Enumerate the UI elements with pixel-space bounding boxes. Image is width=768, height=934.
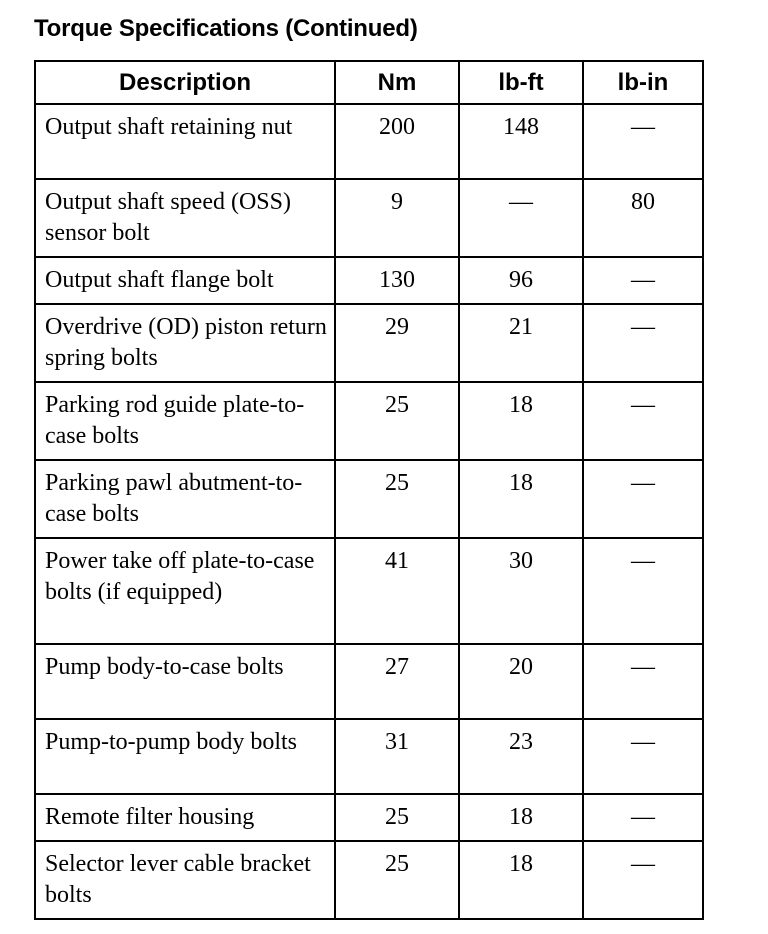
lb-ft-cell: 148 xyxy=(459,104,583,179)
lb-ft-cell: 18 xyxy=(459,841,583,919)
nm-cell: 25 xyxy=(335,794,459,841)
description-cell: Power take off plate-to-case bolts (if equipped) xyxy=(35,538,335,644)
description-cell: Output shaft retaining nut xyxy=(35,104,335,179)
lb-in-cell: 80 xyxy=(583,179,703,257)
lb-in-cell: — xyxy=(583,841,703,919)
table-row xyxy=(35,382,703,460)
nm-cell: 27 xyxy=(335,644,459,719)
description-cell: Pump body-to-case bolts xyxy=(35,644,335,719)
lb-in-cell: — xyxy=(583,257,703,304)
lb-in-cell: — xyxy=(583,794,703,841)
table-row xyxy=(35,719,703,794)
table-row xyxy=(35,794,703,841)
table-header-row xyxy=(35,61,703,104)
lb-ft-cell: 96 xyxy=(459,257,583,304)
table-row xyxy=(35,304,703,382)
lb-ft-cell: 18 xyxy=(459,794,583,841)
lb-ft-cell: — xyxy=(459,179,583,257)
table-row xyxy=(35,841,703,919)
column-header-lb-in: lb-in xyxy=(583,61,703,104)
lb-in-cell: — xyxy=(583,644,703,719)
description-cell: Output shaft speed (OSS) sensor bolt xyxy=(35,179,335,257)
description-cell: Selector lever cable bracket bolts xyxy=(35,841,335,919)
nm-cell: 29 xyxy=(335,304,459,382)
description-cell: Parking rod guide plate-to-case bolts xyxy=(35,382,335,460)
page-title: Torque Specifications (Continued) xyxy=(34,15,418,42)
lb-ft-cell: 20 xyxy=(459,644,583,719)
table-row xyxy=(35,257,703,304)
nm-cell: 25 xyxy=(335,382,459,460)
description-cell: Pump-to-pump body bolts xyxy=(35,719,335,794)
lb-in-cell: — xyxy=(583,538,703,644)
table-row xyxy=(35,460,703,538)
nm-cell: 25 xyxy=(335,841,459,919)
lb-ft-cell: 18 xyxy=(459,460,583,538)
lb-in-cell: — xyxy=(583,304,703,382)
nm-cell: 130 xyxy=(335,257,459,304)
description-cell: Parking pawl abutment-to-case bolts xyxy=(35,460,335,538)
nm-cell: 31 xyxy=(335,719,459,794)
lb-ft-cell: 18 xyxy=(459,382,583,460)
table-row xyxy=(35,644,703,719)
description-cell: Remote filter housing xyxy=(35,794,335,841)
description-cell: Output shaft flange bolt xyxy=(35,257,335,304)
nm-cell: 25 xyxy=(335,460,459,538)
lb-in-cell: — xyxy=(583,382,703,460)
nm-cell: 200 xyxy=(335,104,459,179)
lb-in-cell: — xyxy=(583,719,703,794)
nm-cell: 41 xyxy=(335,538,459,644)
column-header-nm: Nm xyxy=(335,61,459,104)
table-row xyxy=(35,538,703,644)
description-cell: Overdrive (OD) piston return spring bolts xyxy=(35,304,335,382)
table-row xyxy=(35,104,703,179)
nm-cell: 9 xyxy=(335,179,459,257)
lb-in-cell: — xyxy=(583,460,703,538)
column-header-lb-ft: lb-ft xyxy=(459,61,583,104)
lb-ft-cell: 23 xyxy=(459,719,583,794)
lb-ft-cell: 30 xyxy=(459,538,583,644)
lb-ft-cell: 21 xyxy=(459,304,583,382)
column-header-description: Description xyxy=(35,61,335,104)
torque-spec-table xyxy=(34,60,704,920)
table-row xyxy=(35,179,703,257)
lb-in-cell: — xyxy=(583,104,703,179)
